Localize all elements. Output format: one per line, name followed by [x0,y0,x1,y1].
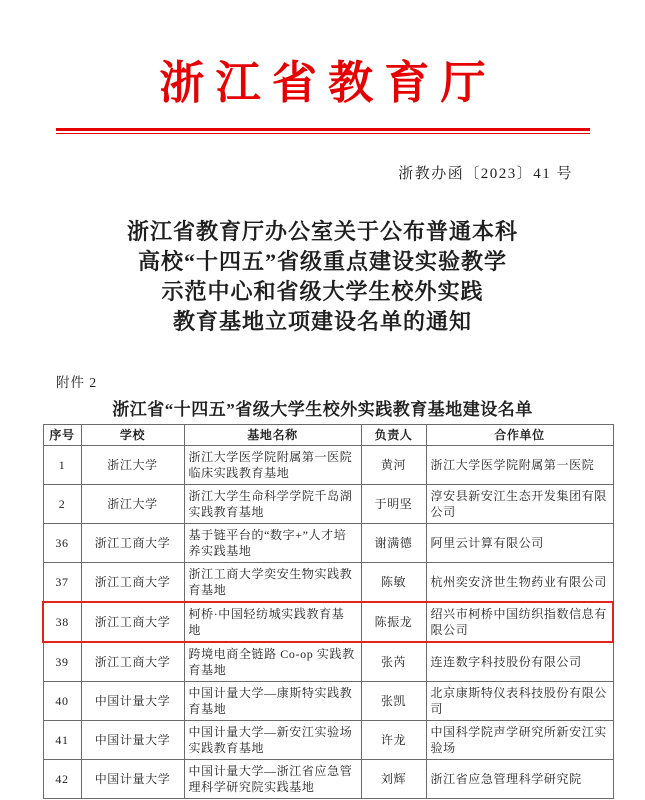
table-row [43,721,613,760]
cell-school: 浙江大学 [81,446,184,485]
header-cell-no: 序号 [43,425,81,446]
header-cell-partner: 合作单位 [426,425,613,446]
cell-partner: 北京康斯特仪表科技股份有限公司 [426,682,613,721]
attachment-label: 附件 2 [56,375,98,390]
notice-title-line: 浙江省教育厅办公室关于公布普通本科 [126,219,518,244]
cell-leader: 黄河 [361,446,426,485]
cell-partner: 连连数字科技股份有限公司 [426,642,613,682]
cell-school: 浙江工商大学 [81,524,184,563]
cell-base: 跨境电商全链路 Co-op 实践教育基地 [184,642,361,682]
cell-school: 中国计量大学 [81,760,184,799]
notice-title-line: 示范中心和省级大学生校外实践 [161,279,484,304]
cell-partner: 阿里云计算有限公司 [426,524,613,563]
table-row [43,524,613,563]
cell-leader: 于明坚 [361,485,426,524]
doc-number: 浙教办函〔2023〕41 号 [398,166,573,182]
red-divider [56,128,590,134]
header-cell-base: 基地名称 [184,425,361,446]
cell-school: 浙江大学 [81,485,184,524]
cell-no: 41 [43,721,81,760]
notice-title [0,217,645,337]
cell-base: 浙江大学生命科学学院千岛湖实践教育基地 [184,485,361,524]
cell-partner: 绍兴市柯桥中国纺织指数信息有限公司 [426,602,613,642]
table-title: 浙江省“十四五”省级大学生校外实践教育基地建设名单 [112,400,533,419]
cell-base: 中国计量大学—新安江实验场实践教育基地 [184,721,361,760]
cell-base: 中国计量大学—浙江省应急管理科学研究院实践基地 [184,760,361,799]
cell-partner: 浙江大学医学院附属第一医院 [426,446,613,485]
cell-partner: 浙江省应急管理科学研究院 [426,760,613,799]
cell-partner: 中国科学院声学研究所新安江实验场 [426,721,613,760]
notice-title-line: 高校“十四五”省级重点建设实验教学 [137,249,507,274]
cell-base: 浙江大学医学院附属第一医院临床实践教育基地 [184,446,361,485]
cell-school: 浙江工商大学 [81,602,184,642]
table-row [43,446,613,485]
agency-title: 浙 江 省 教 育 厅 [159,58,486,108]
header-cell-school: 学校 [81,425,184,446]
cell-no: 2 [43,485,81,524]
cell-school: 浙江工商大学 [81,642,184,682]
cell-partner: 淳安县新安江生态开发集团有限公司 [426,485,613,524]
header-cell-leader: 负责人 [361,425,426,446]
cell-no: 38 [43,602,81,642]
table-row [43,642,613,682]
cell-no: 1 [43,446,81,485]
cell-leader: 刘辉 [361,760,426,799]
table-body [43,446,613,799]
cell-base: 中国计量大学—康斯特实践教育基地 [184,682,361,721]
notice-title-line: 教育基地立项建设名单的通知 [172,309,472,334]
base-list-table [42,424,614,799]
cell-leader: 谢满德 [361,524,426,563]
cell-base: 基于链平台的“数字+”人才培养实践基地 [184,524,361,563]
cell-base: 柯桥·中国轻纺城实践教育基地 [184,602,361,642]
cell-school: 浙江工商大学 [81,563,184,603]
table-row [43,602,613,642]
cell-leader: 陈振龙 [361,602,426,642]
table-row [43,760,613,799]
cell-base: 浙江工商大学奕安生物实践教育基地 [184,563,361,603]
table-header-row [43,425,613,446]
cell-leader: 张凯 [361,682,426,721]
cell-leader: 陈敏 [361,563,426,603]
cell-partner: 杭州奕安济世生物药业有限公司 [426,563,613,603]
table-row [43,682,613,721]
cell-no: 37 [43,563,81,603]
cell-no: 42 [43,760,81,799]
table-row [43,563,613,603]
cell-no: 36 [43,524,81,563]
cell-school: 中国计量大学 [81,721,184,760]
cell-leader: 张芮 [361,642,426,682]
table-row [43,485,613,524]
cell-leader: 许龙 [361,721,426,760]
cell-no: 39 [43,642,81,682]
document-page [0,56,645,800]
cell-no: 40 [43,682,81,721]
cell-school: 中国计量大学 [81,682,184,721]
